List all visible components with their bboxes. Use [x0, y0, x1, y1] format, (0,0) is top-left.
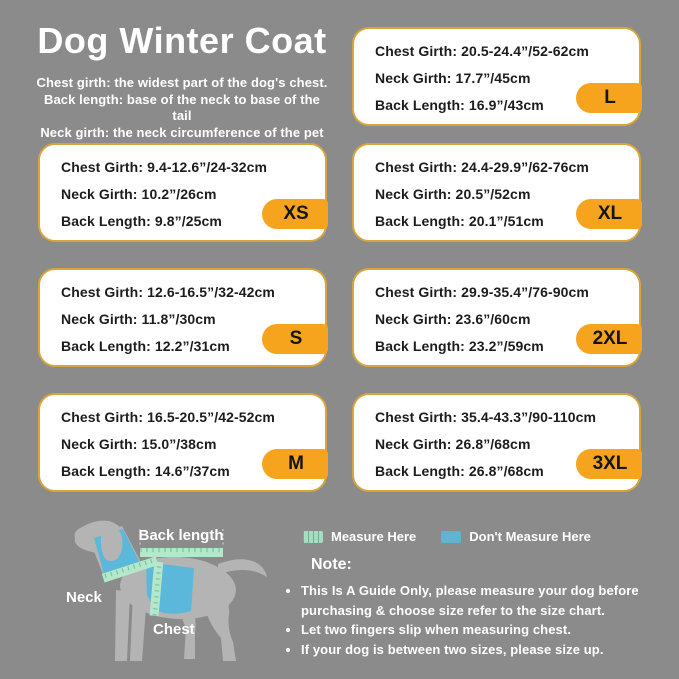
back-length-value: Back Length: 9.8”/25cm — [61, 213, 222, 229]
size-badge-xs: XS — [262, 199, 328, 229]
back-length-value: Back Length: 14.6”/37cm — [61, 463, 230, 479]
size-card-3xl — [352, 393, 641, 492]
size-card-s — [38, 268, 327, 367]
chest-girth-value: Chest Girth: 16.5-20.5”/42-52cm — [61, 409, 275, 425]
subtitle-neck-girth: Neck girth: the neck circumference of the pet — [40, 124, 324, 140]
measure-here-swatch — [303, 531, 323, 543]
legend — [303, 529, 591, 544]
back-length-value: Back Length: 23.2”/59cm — [375, 338, 544, 354]
size-card-xl — [352, 143, 641, 242]
subtitle-back-length: Back length: base of the neck to base of the tail — [43, 91, 320, 123]
back-length-value: Back Length: 12.2”/31cm — [61, 338, 230, 354]
note-item: • If your dog is between two sizes, please size up. — [301, 640, 666, 660]
dont-measure-here-label: Don't Measure Here — [469, 529, 591, 544]
neck-girth-value: Neck Girth: 10.2”/26cm — [61, 186, 217, 202]
chest-label: Chest — [153, 621, 195, 638]
notes-list — [284, 581, 666, 659]
size-badge-3xl: 3XL — [576, 449, 642, 479]
back-length-value: Back Length: 16.9”/43cm — [375, 97, 544, 113]
back-length-value: Back Length: 26.8”/68cm — [375, 463, 544, 479]
size-badge-xl: XL — [576, 199, 642, 229]
neck-girth-value: Neck Girth: 15.0”/38cm — [61, 436, 217, 452]
chest-girth-value: Chest Girth: 35.4-43.3”/90-110cm — [375, 409, 597, 425]
page-title: Dog Winter Coat — [37, 20, 327, 61]
neck-girth-value: Neck Girth: 17.7”/45cm — [375, 70, 531, 86]
back-length-label: Back length — [138, 527, 224, 544]
size-badge-m: M — [262, 449, 328, 479]
chest-girth-value: Chest Girth: 20.5-24.4”/52-62cm — [375, 43, 589, 59]
note-item: • Let two fingers slip when measuring chest. — [301, 620, 666, 640]
size-badge-l: L — [576, 83, 642, 113]
neck-girth-value: Neck Girth: 26.8”/68cm — [375, 436, 531, 452]
dog-ear — [101, 527, 123, 561]
neck-label: Neck — [66, 589, 102, 606]
size-card-2xl — [352, 268, 641, 367]
size-card-l — [352, 27, 641, 126]
dog-measurement-diagram — [20, 512, 272, 676]
size-card-m — [38, 393, 327, 492]
chest-girth-value: Chest Girth: 12.6-16.5”/32-42cm — [61, 284, 275, 300]
subtitle-chest-girth: Chest girth: the widest part of the dog's chest. — [36, 75, 328, 90]
size-card-xs — [38, 143, 327, 242]
chest-girth-value: Chest Girth: 29.9-35.4”/76-90cm — [375, 284, 589, 300]
size-badge-2xl: 2XL — [576, 324, 642, 354]
dont-measure-here-swatch — [441, 531, 461, 543]
measure-here-label: Measure Here — [331, 529, 417, 544]
back-length-value: Back Length: 20.1”/51cm — [375, 213, 544, 229]
neck-girth-value: Neck Girth: 11.8”/30cm — [61, 311, 216, 327]
back-length-tape — [140, 548, 223, 557]
legend-dont-measure-here — [441, 529, 591, 544]
header — [34, 20, 330, 141]
chest-girth-value: Chest Girth: 9.4-12.6”/24-32cm — [61, 159, 268, 175]
legend-measure-here — [303, 529, 416, 544]
chest-girth-value: Chest Girth: 24.4-29.9”/62-76cm — [375, 159, 589, 175]
note-item: • This Is A Guide Only, please measure your dog before purchasing & choose size refer to the size chart. — [301, 581, 666, 620]
size-badge-s: S — [262, 324, 328, 354]
neck-girth-value: Neck Girth: 23.6”/60cm — [375, 311, 531, 327]
note-heading: Note: — [311, 556, 352, 573]
neck-girth-value: Neck Girth: 20.5”/52cm — [375, 186, 531, 202]
